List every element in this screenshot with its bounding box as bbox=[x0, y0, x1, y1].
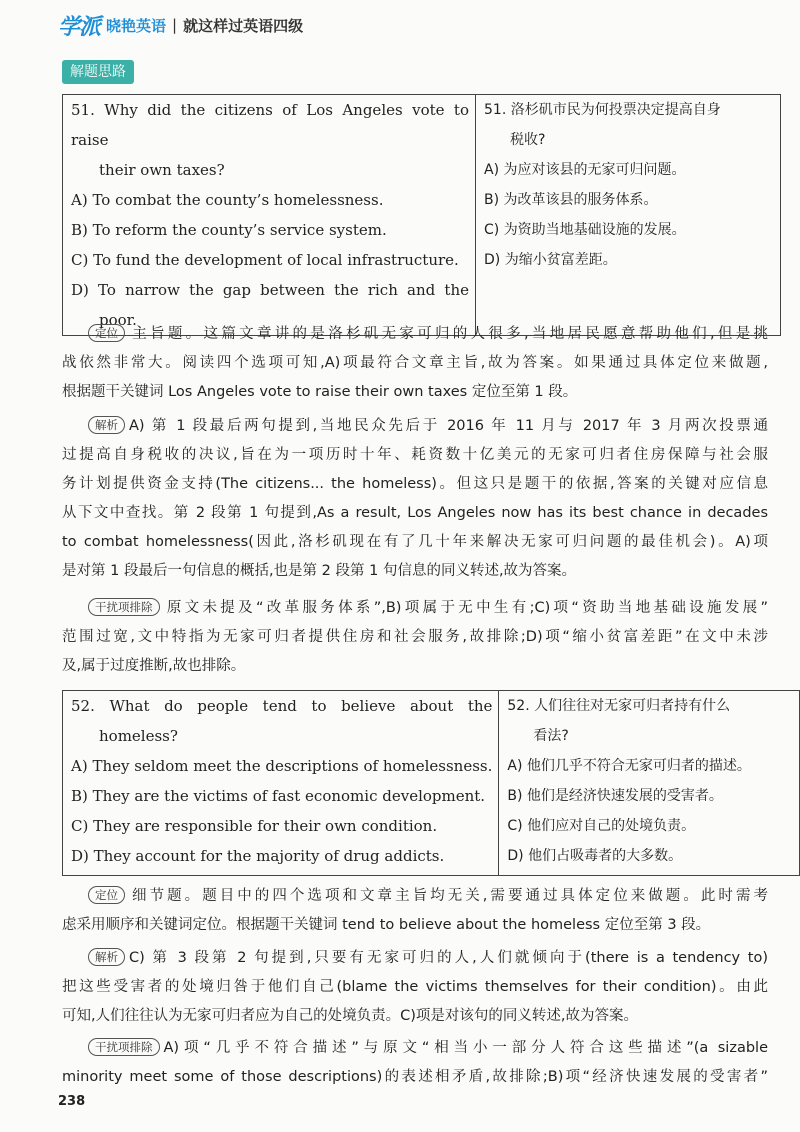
tag-locate: 定位 bbox=[88, 886, 125, 904]
q51-zh-stem: 51. 洛杉矶市民为何投票决定提高自身 bbox=[484, 102, 721, 118]
question-51-chinese bbox=[476, 95, 781, 336]
q52-zh-option-c: C) 他们应对自己的处境负责。 bbox=[507, 818, 696, 834]
paragraph-line: 从下文中查找。第 2 段第 1 句提到,As a result, Los Angeles now has its best chance in decades bbox=[62, 505, 768, 521]
q52-option-c: C) They are responsible for their own condition. bbox=[71, 817, 438, 835]
tag-locate: 定位 bbox=[88, 324, 125, 342]
q51-zh-option-d: D) 为缩小贫富差距。 bbox=[484, 252, 617, 268]
question-51-english bbox=[63, 95, 476, 336]
paragraph-line: A)项“几乎不符合描述”与原文“相当小一部分人符合这些描述”(a sizable bbox=[163, 1040, 768, 1056]
q52-locate-paragraph bbox=[62, 882, 768, 940]
q52-option-d: D) They account for the majority of drug addicts. bbox=[71, 847, 445, 865]
q51-stem: 51. Why did the citizens of Los Angeles vote to raise bbox=[71, 101, 469, 149]
paragraph-line: 务计划提供资金支持(The citizens... the homeless)。但这只是题干的依据,答案的关键对应信息 bbox=[62, 476, 768, 492]
q52-distractor-paragraph bbox=[62, 1034, 768, 1092]
q51-zh-stem-cont: 税收? bbox=[510, 132, 546, 148]
page-header bbox=[58, 10, 303, 40]
tag-analysis: 解析 bbox=[88, 948, 125, 966]
paragraph-line: 细节题。题目中的四个选项和文章主旨均无关,需要通过具体定位来做题。此时需考 bbox=[129, 888, 768, 904]
paragraph-line: minority meet some of those descriptions)的表述相矛盾,故排除;B)项“经济快速发展的受害者” bbox=[62, 1069, 768, 1085]
q52-option-b: B) They are the victims of fast economic development. bbox=[71, 787, 486, 805]
q51-zh-option-c: C) 为资助当地基础设施的发展。 bbox=[484, 222, 686, 238]
paragraph-line: 主旨题。这篇文章讲的是洛杉矶无家可归的人很多,当地居民愿意帮助他们,但是挑 bbox=[129, 326, 768, 342]
q51-zh-option-b: B) 为改革该县的服务体系。 bbox=[484, 192, 658, 208]
paragraph-line: 过提高自身税收的决议,旨在为一项历时十年、耗资数十亿美元的无家可归者住房保障与社会服 bbox=[62, 447, 768, 463]
header-separator: | bbox=[172, 16, 178, 34]
paragraph-line: 战依然非常大。阅读四个选项可知,A)项最符合文章主旨,故为答案。如果通过具体定位来做题, bbox=[62, 355, 768, 371]
q51-zh-option-a: A) 为应对该县的无家可归问题。 bbox=[484, 162, 686, 178]
paragraph-line: 把这些受害者的处境归咎于他们自己(blame the victims themselves for their condition)。由此 bbox=[62, 979, 768, 995]
tag-distractor: 干扰项排除 bbox=[88, 598, 160, 616]
q52-option-a: A) They seldom meet the descriptions of homelessness. bbox=[71, 757, 493, 775]
paragraph-line: 范围过宽,文中特指为无家可归者提供住房和社会服务,故排除;D)项“缩小贫富差距”在文中未涉 bbox=[62, 629, 768, 645]
q51-option-b: B) To reform the county’s service system. bbox=[71, 221, 387, 239]
q52-analysis-paragraph bbox=[62, 944, 768, 1031]
tag-distractor: 干扰项排除 bbox=[88, 1038, 160, 1056]
paragraph-line: 原文未提及“改革服务体系”,B)项属于无中生有;C)项“资助当地基础设施发展” bbox=[163, 600, 768, 616]
question-52-english bbox=[63, 691, 499, 876]
paragraph-line: to combat homelessness(因此,洛杉矶现在有了几十年来解决无家可归问题的最佳机会)。A)项 bbox=[62, 534, 768, 550]
q52-zh-option-b: B) 他们是经济快速发展的受害者。 bbox=[507, 788, 723, 804]
q52-stem: 52. What do people tend to believe about the bbox=[71, 697, 493, 715]
paragraph-line: 是对第 1 段最后一句信息的概括,也是第 2 段第 1 句信息的同义转述,故为答案。 bbox=[62, 563, 577, 579]
paragraph-line: 可知,人们往往认为无家可归者应为自己的处境负责。C)项是对该句的同义转述,故为答案。 bbox=[62, 1008, 638, 1024]
q51-stem-cont: their own taxes? bbox=[99, 161, 225, 179]
brand-name: 晓艳英语 bbox=[106, 16, 167, 35]
page-number: 238 bbox=[58, 1094, 86, 1109]
q52-zh-stem: 52. 人们往往对无家可归者持有什么 bbox=[507, 698, 731, 714]
question-51-table bbox=[62, 94, 781, 336]
q51-option-d-cont: poor. bbox=[99, 311, 137, 329]
paragraph-line: A) 第 1 段最后两句提到,当地民众先后于 2016 年 11 月与 2017 年 3 月两次投票通 bbox=[129, 418, 768, 434]
book-title: 就这样过英语四级 bbox=[183, 16, 304, 35]
tag-analysis: 解析 bbox=[88, 416, 125, 434]
q51-option-a: A) To combat the county’s homelessness. bbox=[71, 191, 384, 209]
q51-option-d: D) To narrow the gap between the rich and the bbox=[71, 281, 469, 299]
q51-locate-paragraph bbox=[62, 320, 768, 407]
q52-zh-stem-cont: 看法? bbox=[533, 728, 569, 744]
question-52-table bbox=[62, 690, 800, 876]
q52-zh-option-a: A) 他们几乎不符合无家可归者的描述。 bbox=[507, 758, 751, 774]
q52-zh-option-d: D) 他们占吸毒者的大多数。 bbox=[507, 848, 683, 864]
logo-mark: 学派 bbox=[58, 14, 101, 40]
q52-stem-cont: homeless? bbox=[99, 727, 178, 745]
paragraph-line: C) 第 3 段第 2 句提到,只要有无家可归的人,人们就倾向于(there is a tendency to) bbox=[129, 950, 768, 966]
question-52-chinese bbox=[499, 691, 800, 876]
q51-distractor-paragraph bbox=[62, 594, 768, 681]
q51-analysis-paragraph bbox=[62, 412, 768, 586]
paragraph-line: 及,属于过度推断,故也排除。 bbox=[62, 658, 246, 674]
publisher-logo bbox=[58, 10, 166, 41]
section-label: 解题思路 bbox=[62, 60, 134, 84]
q51-option-c: C) To fund the development of local infrastructure. bbox=[71, 251, 459, 269]
paragraph-line: 根据题干关键词 Los Angeles vote to raise their own taxes 定位至第 1 段。 bbox=[62, 384, 578, 400]
paragraph-line: 虑采用顺序和关键词定位。根据题干关键词 tend to believe about the homeless 定位至第 3 段。 bbox=[62, 917, 711, 933]
